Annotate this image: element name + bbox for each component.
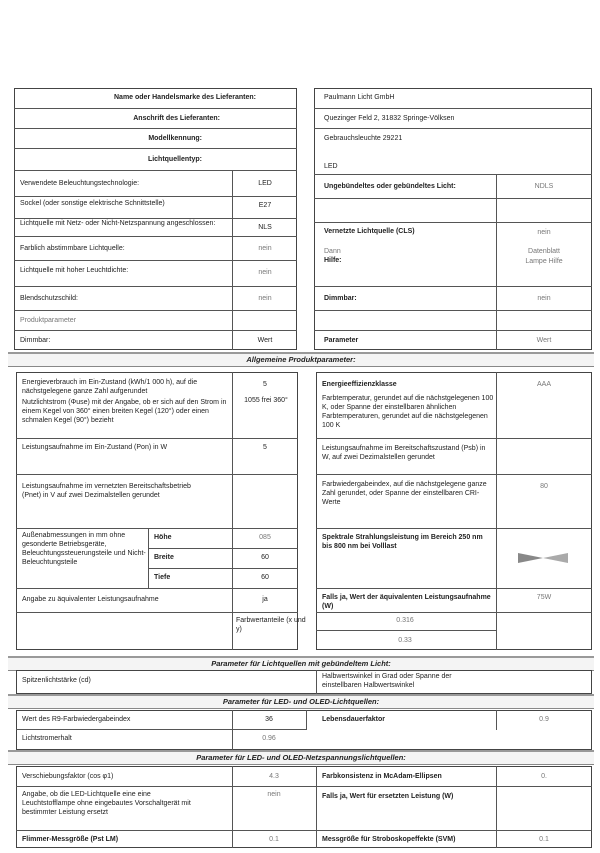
survival-value: 0.9: [539, 716, 549, 723]
flicker-label: Flimmer-Messgröße (Pst LM): [22, 836, 119, 843]
maint-value: 0.96: [262, 735, 276, 742]
chrom-y-value: 0.33: [398, 637, 412, 644]
hint-2: Hilfe:: [324, 257, 342, 264]
left-row-value: LED: [258, 180, 272, 187]
directional-value: NDLS: [534, 183, 554, 190]
mains-section-title: Parameter für LED- und OLED-Netzspannungslichtquellen:: [8, 750, 594, 765]
hint-1-value: Datenblatt: [528, 248, 560, 255]
r9-value: 36: [265, 716, 273, 723]
cct-label: Farbtemperatur, gerundet auf die nächstgelegenen 100 K, oder Spanne der einstellbaren ähnlichen Farbtemperaturen, gerundet auf die nächstgelegenen 100 K: [322, 395, 494, 429]
param-value: Wert: [536, 337, 552, 344]
cls-label: Vernetzte Lichtquelle (CLS): [324, 228, 415, 235]
left-row-label: Dimmbar:: [20, 337, 51, 344]
param-label: Parameter: [324, 337, 359, 344]
left-row-value: nein: [258, 245, 272, 252]
efficiency-label: Energieeffizienzklasse: [322, 381, 397, 388]
dims-label: Außenabmessungen in mm ohne gesonderte Betriebsgeräte, Beleuchtungssteuerungsteile und Nicht-Beleuchtungsteile: [22, 532, 146, 566]
general-section-title: Allgemeine Produktparameter:: [8, 352, 594, 367]
cri-label: Farbwiedergabeindex, auf die nächstgelegene ganze Zahl gerundet, oder Spanne der einstellbaren CRI-Werte: [322, 481, 487, 506]
efficiency-value: AAA: [536, 381, 551, 388]
led-oled-section-title: Parameter für LED- und OLED-Lichtquellen:: [8, 694, 594, 709]
dim-depth-label: Tiefe: [154, 574, 171, 581]
mcadam-value: 0.: [541, 773, 547, 780]
standby-label: Leistungsaufnahme im Bereitschaftszustand (Psb) in W, auf zwei Dezimalstellen gerundet: [322, 445, 486, 461]
claim-value: nein: [267, 791, 281, 798]
spectral-label: Spektrale Strahlungsleistung im Bereich 250 nm bis 800 nm bei Volllast: [322, 534, 483, 550]
dimmable-value: nein: [537, 295, 551, 302]
cri-value: 80: [540, 483, 548, 490]
left-row-value: Wert: [257, 337, 273, 344]
beam-angle-label: Halbwertswinkel in Grad oder Spanne der einstellbaren Halbwertswinkel: [322, 673, 452, 689]
network-label: Leistungsaufnahme im vernetzten Bereitschaftsbetrieb (Pnet) in V auf zwei Dezimalstellen gerundet: [22, 483, 191, 499]
hint-1: Dann: [324, 248, 341, 255]
left-row-value: nein: [258, 269, 272, 276]
left-row-label: Blendschutzschild:: [20, 295, 78, 302]
equiv-power-value: 75W: [536, 594, 552, 601]
directional-label: Ungebündeltes oder gebündeltes Licht:: [324, 183, 456, 190]
type-label: Lichtquellentyp:: [147, 156, 202, 163]
dim-width-label: Breite: [154, 554, 174, 561]
dimmable-label: Dimmbar:: [324, 295, 357, 302]
left-row-label: Farblich abstimmbare Lichtquelle:: [20, 245, 125, 252]
claim-watt-label: Falls ja, Wert für ersetzten Leistung (W): [322, 793, 454, 800]
supplier-name-value: Paulmann Licht GmbH: [324, 94, 395, 101]
claim-label: Angabe, ob die LED-Lichtquelle eine eine Leuchtstofflampe ohne eingebautes Vorschaltgerät mit bestimmter Leistung ersetzt: [22, 791, 191, 816]
left-row-label: Sockel (oder sonstige elektrische Schnittstelle): [20, 200, 165, 207]
chrom-x-value: 0.316: [396, 617, 414, 624]
energy-label: Energieverbrauch im Ein-Zustand (kWh/1 000 h), auf die nächstgelegene ganze Zahl aufgerundet: [22, 379, 198, 395]
model-value: Gebrauchsleuchte 29221: [324, 135, 403, 142]
cls-value: nein: [537, 229, 551, 236]
svm-value: 0.1: [539, 836, 549, 843]
dim-width-value: 60: [261, 554, 269, 561]
shift-value: 4.3: [269, 773, 279, 780]
supplier-name-label: Name oder Handelsmarke des Lieferanten:: [114, 94, 256, 101]
directional-section-title: Parameter für Lichtquellen mit gebündeltem Licht:: [8, 656, 594, 671]
power-on-value: 5: [263, 444, 267, 451]
r9-label: Wert des R9-Farbwiedergabeindex: [22, 716, 131, 723]
left-row-label: Lichtquelle mit Netz- oder Nicht-Netzspannung angeschlossen:: [20, 220, 216, 227]
energy-value: 5: [263, 381, 267, 388]
shift-label: Verschiebungsfaktor (cos φ1): [22, 773, 114, 780]
left-faint-heading: Produktparameter: [20, 317, 77, 324]
mcadam-label: Farbkonsistenz in McAdam-Ellipsen: [322, 773, 442, 780]
model-label: Modellkennung:: [148, 135, 202, 142]
type-value: LED: [324, 163, 338, 170]
maint-label: Lichtstromerhalt: [22, 735, 72, 742]
spectral-power-graphic: [518, 551, 568, 565]
equiv-power-label: Falls ja, Wert der äquivalenten Leistungsaufnahme (W): [322, 594, 491, 610]
supplier-address-value: Quezinger Feld 2, 31832 Springe-Völksen: [324, 115, 455, 122]
dim-height-value: 085: [259, 534, 271, 541]
left-row-label: Lichtquelle mit hoher Leuchtdichte:: [20, 267, 129, 274]
left-row-label: Verwendete Beleuchtungstechnologie:: [20, 180, 140, 187]
survival-label: Lebensdauerfaktor: [322, 716, 386, 723]
equiv-label: Angabe zu äquivalenter Leistungsaufnahme: [22, 596, 159, 603]
left-row-value: NLS: [258, 224, 272, 231]
power-on-label: Leistungsaufnahme im Ein-Zustand (Pon) in W: [22, 444, 168, 451]
hint-2-value: Lampe Hilfe: [525, 258, 563, 265]
flicker-value: 0.1: [269, 836, 279, 843]
left-row-value: nein: [258, 295, 272, 302]
flux-value: 1055 frei 360°: [244, 397, 288, 404]
dim-height-label: Höhe: [154, 534, 172, 541]
dim-depth-value: 60: [261, 574, 269, 581]
equiv-value: ja: [262, 596, 268, 603]
chrom-label: Farbwertanteile (x und y): [236, 617, 306, 633]
peak-intensity-label: Spitzenlichtstärke (cd): [22, 677, 91, 684]
supplier-address-label: Anschrift des Lieferanten:: [133, 115, 220, 122]
left-row-value: E27: [258, 202, 272, 209]
flux-label: Nutzlichtstrom (Φuse) mit der Angabe, ob er sich auf den Strom in einem Kegel von 360° einen breiten Kegel (120°) oder einen schmalen Kegel (90°) bezieht: [22, 399, 227, 424]
svm-label: Messgröße für Stroboskopeffekte (SVM): [322, 836, 456, 843]
